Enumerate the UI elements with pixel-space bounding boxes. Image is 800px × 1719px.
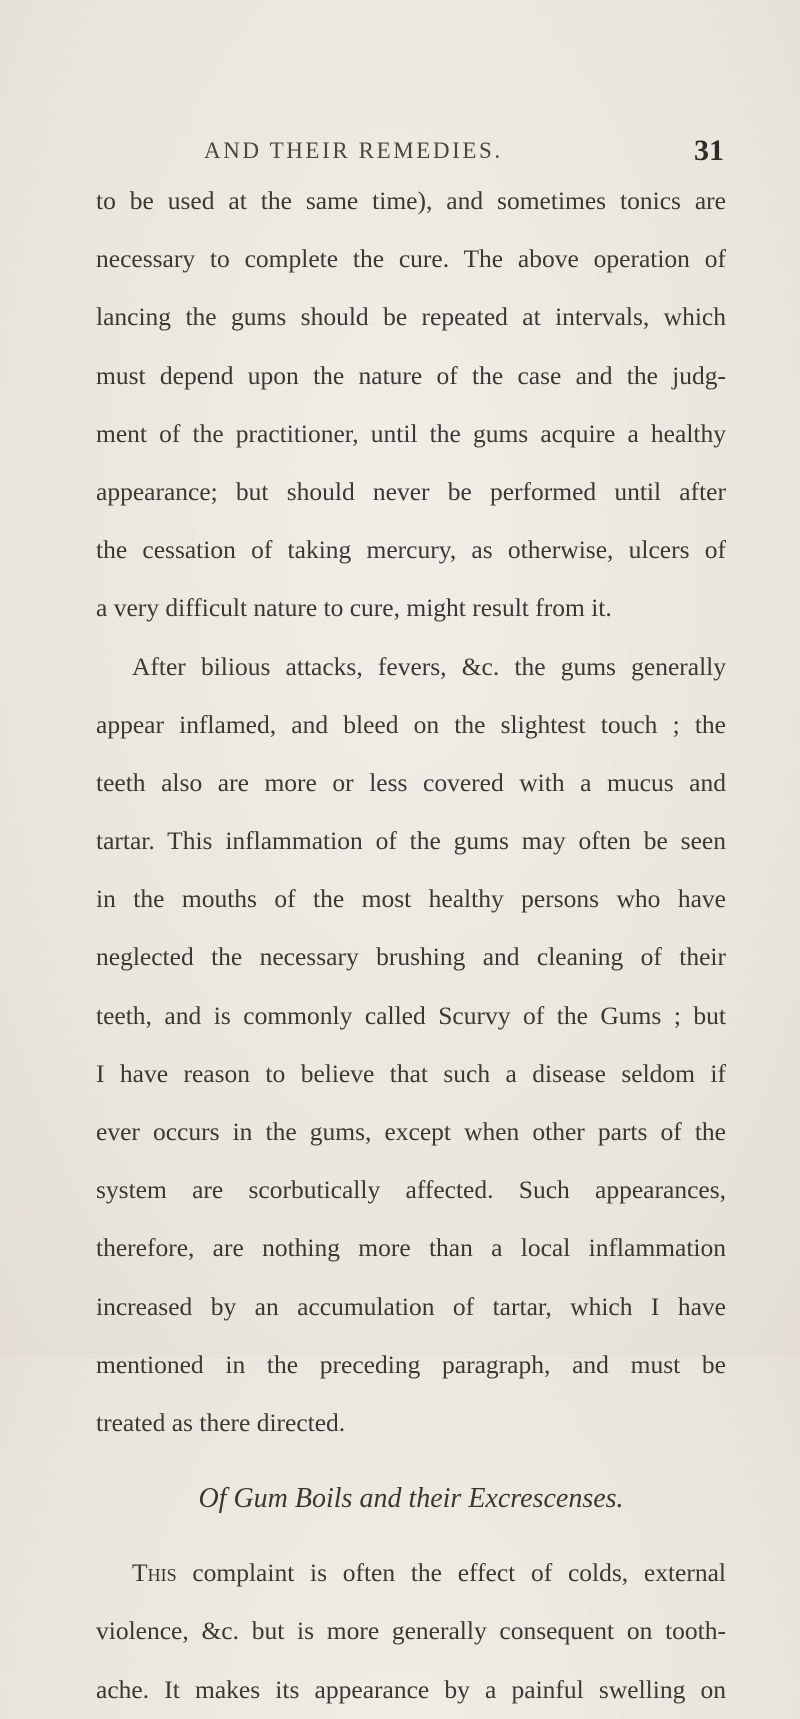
text-line: ment of the practitioner, until the gums acquire a healthy — [96, 418, 726, 448]
drop-word: This — [132, 1558, 177, 1588]
text-line: appear inflamed, and bleed on the slightest touch ; the — [96, 709, 726, 739]
paragraph-3 — [96, 1544, 726, 1719]
text-line: necessary to complete the cure. The above operation of — [96, 244, 726, 274]
text-line: system are scorbutically affected. Such appearances, — [96, 1175, 726, 1205]
page-number: 31 — [694, 134, 724, 167]
paragraph-2 — [96, 638, 726, 1453]
text-line: violence, &c. but is more generally consequent on tooth- — [96, 1616, 726, 1646]
text-line: I have reason to believe that such a disease seldom if — [96, 1058, 726, 1088]
text-line: to be used at the same time), and sometimes tonics are — [96, 186, 726, 215]
running-head — [204, 134, 724, 172]
section-heading: Of Gum Boils and their Excrescenses. — [198, 1483, 624, 1515]
text-line: After bilious attacks, fevers, &c. the gums generally — [132, 651, 726, 681]
text-line: tartar. This inflammation of the gums may often be seen — [96, 826, 726, 856]
text-line-rest: complaint is often the effect of colds, external — [176, 1558, 726, 1588]
text-line: teeth, and is commonly called Scurvy of the Gums ; but — [96, 1000, 726, 1030]
running-title: AND THEIR REMEDIES. — [204, 138, 503, 163]
text-line: ache. It makes its appearance by a painful swelling on — [96, 1674, 726, 1704]
text-line: teeth also are more or less covered with a mucus and — [96, 767, 726, 797]
text-line: treated as there directed. — [96, 1407, 346, 1437]
text-line — [96, 1544, 726, 1602]
text-line: the cessation of taking mercury, as otherwise, ulcers of — [96, 535, 726, 565]
text-line: therefore, are nothing more than a local inflammation — [96, 1233, 726, 1263]
text-line: lancing the gums should be repeated at intervals, which — [96, 302, 726, 332]
text-line: increased by an accumulation of tartar, which I have — [96, 1291, 726, 1321]
paragraph-1 — [96, 172, 726, 638]
text-line: appearance; but should never be performed until after — [96, 476, 726, 506]
body-text — [96, 172, 726, 1719]
text-line: neglected the necessary brushing and cleaning of their — [96, 942, 726, 972]
text-line: ever occurs in the gums, except when other parts of the — [96, 1117, 726, 1146]
text-line: must depend upon the nature of the case and the judg- — [96, 360, 726, 390]
text-line: a very difficult nature to cure, might result from it. — [96, 593, 612, 623]
text-line: mentioned in the preceding paragraph, and must be — [96, 1349, 726, 1379]
text-line: in the mouths of the most healthy persons who have — [96, 884, 726, 914]
